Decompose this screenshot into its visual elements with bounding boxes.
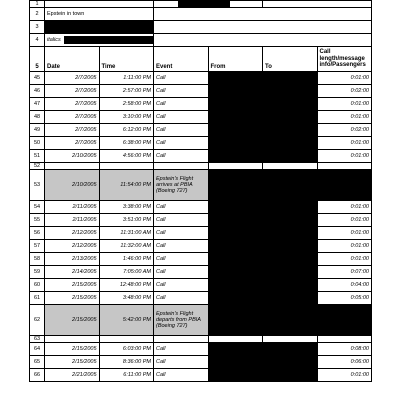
time-cell: 7:05:00 AM [99,266,154,279]
row-number: 5 [30,47,45,72]
from-redacted-cell [208,72,263,85]
table-row [30,253,372,266]
to-cell [263,163,318,170]
date-cell: 2/7/2005 [45,137,100,150]
to-redacted-cell [263,369,318,382]
call-length-redacted-cell [317,170,372,201]
time-cell: 5:42:00 PM [99,305,154,336]
event-cell: Call [154,292,209,305]
from-redacted-cell [208,137,263,150]
call-length-cell: 0:01:00 [317,369,372,382]
time-cell: 12:48:00 PM [99,279,154,292]
date-cell: 2/7/2005 [45,124,100,137]
date-cell: 2/15/2005 [45,343,100,356]
event-cell: Call [154,98,209,111]
call-length-cell: 0:01:00 [317,253,372,266]
col-header-call-length: Call length/message info/Passengers [317,47,372,72]
to-redacted-cell [263,214,318,227]
from-redacted-cell [208,343,263,356]
call-length-cell: 0:05:00 [317,292,372,305]
call-length-cell: 0:01:00 [317,240,372,253]
to-redacted-cell [263,356,318,369]
table-row [30,279,372,292]
date-cell [45,163,100,170]
flight-event-row [30,170,372,201]
date-cell: 2/11/2005 [45,214,100,227]
date-cell: 2/7/2005 [45,85,100,98]
row-number: 65 [30,356,45,369]
row-number: 64 [30,343,45,356]
redaction-block [64,36,153,44]
date-cell: 2/15/2005 [45,356,100,369]
col-header-date: Date [45,47,100,72]
event-cell: Call [154,72,209,85]
time-cell: 6:38:00 PM [99,137,154,150]
table-row [30,369,372,382]
table-row [30,137,372,150]
date-cell: 2/14/2005 [45,266,100,279]
to-redacted-cell [263,279,318,292]
from-redacted-cell [208,150,263,163]
date-cell: 2/15/2005 [45,292,100,305]
call-length-cell: 0:06:00 [317,356,372,369]
event-cell [154,163,209,170]
row-number: 66 [30,369,45,382]
row-number: 62 [30,305,45,336]
event-cell: Call [154,369,209,382]
time-cell: 11:54:00 PM [99,170,154,201]
call-log-table [29,0,372,382]
date-cell: 2/21/2005 [45,369,100,382]
date-cell: 2/12/2005 [45,240,100,253]
redaction-block [178,1,230,7]
date-cell: 2/7/2005 [45,98,100,111]
event-cell: Call [154,137,209,150]
table-row [30,343,372,356]
row-number: 63 [30,336,45,343]
to-redacted-cell [263,85,318,98]
table-row [30,356,372,369]
row-number: 52 [30,163,45,170]
row-number: 4 [30,34,45,47]
to-redacted-cell [263,150,318,163]
event-cell: Call [154,214,209,227]
to-cell [263,336,318,343]
row-number: 1 [30,1,45,8]
event-cell: Call [154,356,209,369]
to-redacted-cell [263,305,318,336]
call-length-cell: 0:02:00 [317,85,372,98]
event-cell: Call [154,85,209,98]
to-redacted-cell [263,253,318,266]
to-redacted-cell [263,343,318,356]
event-cell: Call [154,150,209,163]
from-redacted-cell [208,214,263,227]
to-redacted-cell [263,170,318,201]
from-redacted-cell [208,266,263,279]
flight-event-row [30,305,372,336]
table-row [30,266,372,279]
row-number: 59 [30,266,45,279]
legend-italics-cell [45,34,154,47]
legend-black-swatch [45,21,154,34]
date-cell: 2/7/2005 [45,72,100,85]
from-cell [208,336,263,343]
row-number: 46 [30,85,45,98]
time-cell: 1:11:00 PM [99,72,154,85]
call-length-cell: 0:08:00 [317,343,372,356]
table-row [30,201,372,214]
time-cell: 6:03:00 PM [99,343,154,356]
legend-row-4 [30,34,372,47]
call-length-cell [317,336,372,343]
event-cell: Epstein's Flight departs from PBIA (Boeing 727) [154,305,209,336]
row-number: 51 [30,150,45,163]
row-number: 3 [30,21,45,34]
date-cell: 2/15/2005 [45,305,100,336]
col-header-to: To [263,47,318,72]
call-length-cell: 0:01:00 [317,111,372,124]
event-cell: Call [154,240,209,253]
time-cell: 6:12:00 PM [99,124,154,137]
event-cell: Epstein's Flight arrives at PBIA (Boeing 727) [154,170,209,201]
legend-in-town-label: Epstein in town [45,8,154,21]
legend-row-2 [30,8,372,21]
call-length-cell: 0:01:00 [317,150,372,163]
date-cell: 2/12/2005 [45,227,100,240]
from-redacted-cell [208,111,263,124]
table-row [30,227,372,240]
row-number: 53 [30,170,45,201]
row-number: 58 [30,253,45,266]
call-length-cell: 0:01:00 [317,98,372,111]
from-redacted-cell [208,356,263,369]
blank-row [30,163,372,170]
legend-row-3 [30,21,372,34]
call-length-cell: 0:01:00 [317,214,372,227]
from-redacted-cell [208,279,263,292]
col-header-from: From [208,47,263,72]
row-number: 2 [30,8,45,21]
event-cell [154,336,209,343]
col-header-event: Event [154,47,209,72]
from-redacted-cell [208,369,263,382]
time-cell: 11:32:00 AM [99,240,154,253]
table-row [30,150,372,163]
from-redacted-cell [208,98,263,111]
to-redacted-cell [263,266,318,279]
from-redacted-cell [208,124,263,137]
date-cell: 2/7/2005 [45,111,100,124]
event-cell: Call [154,266,209,279]
row-number: 48 [30,111,45,124]
date-cell: 2/11/2005 [45,201,100,214]
time-cell: 2:57:00 PM [99,85,154,98]
to-redacted-cell [263,201,318,214]
date-cell: 2/10/2005 [45,170,100,201]
from-redacted-cell [208,292,263,305]
row-number: 54 [30,201,45,214]
to-redacted-cell [263,137,318,150]
call-length-cell: 0:07:00 [317,266,372,279]
time-cell: 8:36:00 PM [99,356,154,369]
table-row [30,240,372,253]
table-row [30,85,372,98]
call-length-cell: 0:01:00 [317,137,372,150]
col-header-time: Time [99,47,154,72]
date-cell [45,336,100,343]
time-cell: 11:31:00 AM [99,227,154,240]
to-redacted-cell [263,72,318,85]
call-length-cell: 0:01:00 [317,72,372,85]
blank-row [30,336,372,343]
row-number: 45 [30,72,45,85]
table-row [30,98,372,111]
from-redacted-cell [208,85,263,98]
time-cell: 1:46:00 PM [99,253,154,266]
call-length-cell: 0:02:00 [317,124,372,137]
time-cell: 6:11:00 PM [99,369,154,382]
from-cell [208,163,263,170]
row-number: 60 [30,279,45,292]
to-redacted-cell [263,98,318,111]
from-redacted-cell [208,240,263,253]
legend-row-1 [30,1,372,8]
date-cell: 2/15/2005 [45,279,100,292]
table-row [30,72,372,85]
date-cell: 2/13/2005 [45,253,100,266]
event-cell: Call [154,279,209,292]
call-length-redacted-cell [317,305,372,336]
call-length-cell [317,163,372,170]
event-cell: Call [154,111,209,124]
time-cell [99,163,154,170]
table-row [30,124,372,137]
table-row [30,214,372,227]
to-redacted-cell [263,111,318,124]
row-number: 50 [30,137,45,150]
call-length-cell: 0:01:00 [317,227,372,240]
time-cell: 3:51:00 PM [99,214,154,227]
date-cell: 2/10/2005 [45,150,100,163]
from-redacted-cell [208,227,263,240]
time-cell: 3:10:00 PM [99,111,154,124]
to-redacted-cell [263,240,318,253]
from-redacted-cell [208,253,263,266]
table-row [30,111,372,124]
to-redacted-cell [263,227,318,240]
event-cell: Call [154,343,209,356]
call-length-cell: 0:04:00 [317,279,372,292]
event-cell: Call [154,253,209,266]
row-number: 49 [30,124,45,137]
from-redacted-cell [208,305,263,336]
legend-italics-label: italics [47,37,61,44]
header-row [30,47,372,72]
event-cell: Call [154,124,209,137]
from-redacted-cell [208,201,263,214]
time-cell: 3:48:00 PM [99,292,154,305]
row-number: 47 [30,98,45,111]
call-length-cell: 0:01:00 [317,201,372,214]
time-cell: 3:38:00 PM [99,201,154,214]
time-cell: 4:56:00 PM [99,150,154,163]
row-number: 57 [30,240,45,253]
event-cell: Call [154,201,209,214]
to-redacted-cell [263,292,318,305]
row-number: 61 [30,292,45,305]
from-redacted-cell [208,170,263,201]
event-cell: Call [154,227,209,240]
row-number: 56 [30,227,45,240]
time-cell: 2:58:00 PM [99,98,154,111]
to-redacted-cell [263,124,318,137]
row-number: 55 [30,214,45,227]
time-cell [99,336,154,343]
table-row [30,292,372,305]
